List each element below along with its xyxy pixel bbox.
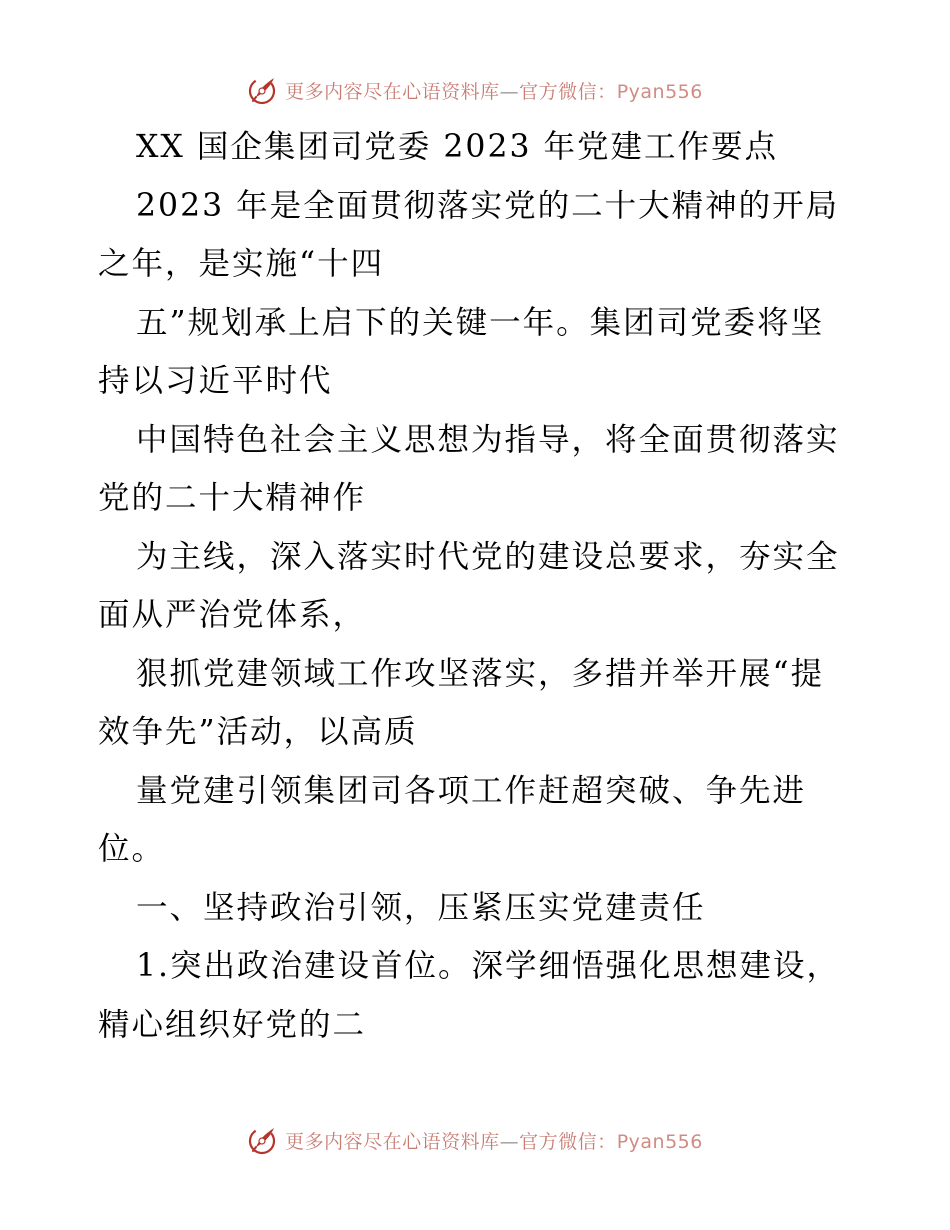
- paragraph-line: 中国特色社会主义思想为指导，将全面贯彻落实: [136, 421, 840, 458]
- paragraph-line: 2023 年是全面贯彻落实党的二十大精神的开局: [136, 187, 840, 224]
- watermark-text: [285, 1127, 703, 1154]
- paragraph-line: 精心组织好党的二: [98, 1006, 367, 1043]
- paragraph-line: 为主线，深入落实时代党的建设总要求，夯实全: [136, 538, 840, 575]
- paragraph-line: 1.突出政治建设首位。深学细悟强化思想建设，: [136, 948, 841, 984]
- paragraph-line: 五”规划承上启下的关键一年。集团司党委将坚: [136, 304, 825, 341]
- watermark-account: Pyan556: [616, 1130, 703, 1153]
- watermark-label: 官方微信：: [519, 1130, 617, 1153]
- paragraph-line: 面从严治党体系，: [98, 597, 367, 633]
- paragraph-line: 狠抓党建领域工作攻坚落实，多措并举开展“提: [136, 655, 825, 692]
- paragraph-line: 之年，是实施“十四: [98, 246, 385, 282]
- paragraph-line: 位。: [98, 831, 166, 867]
- watermark-brand: 更多内容尽在心语资料库: [285, 80, 500, 103]
- paragraph-line: 党的二十大精神作: [98, 480, 367, 516]
- quill-logo-icon: [247, 74, 279, 106]
- quill-logo-icon: [247, 1124, 279, 1156]
- watermark-text: [285, 77, 703, 104]
- watermark-separator: —: [499, 80, 520, 103]
- document-body: [98, 118, 858, 1054]
- paragraph-line: 持以习近平时代: [98, 363, 333, 399]
- header-watermark: [0, 72, 950, 108]
- watermark-separator: —: [499, 1130, 520, 1153]
- paragraph-line: 量党建引领集团司各项工作赶超突破、争先进: [136, 772, 807, 809]
- document-title: XX 国企集团司党委 2023 年党建工作要点: [136, 129, 779, 165]
- watermark-account: Pyan556: [616, 80, 703, 103]
- watermark-brand: 更多内容尽在心语资料库: [285, 1130, 500, 1153]
- footer-watermark: [0, 1122, 950, 1158]
- section-heading: 一、坚持政治引领，压紧压实党建责任: [136, 889, 706, 926]
- paragraph-line: 效争先”活动，以高质: [98, 714, 418, 750]
- watermark-label: 官方微信：: [519, 80, 617, 103]
